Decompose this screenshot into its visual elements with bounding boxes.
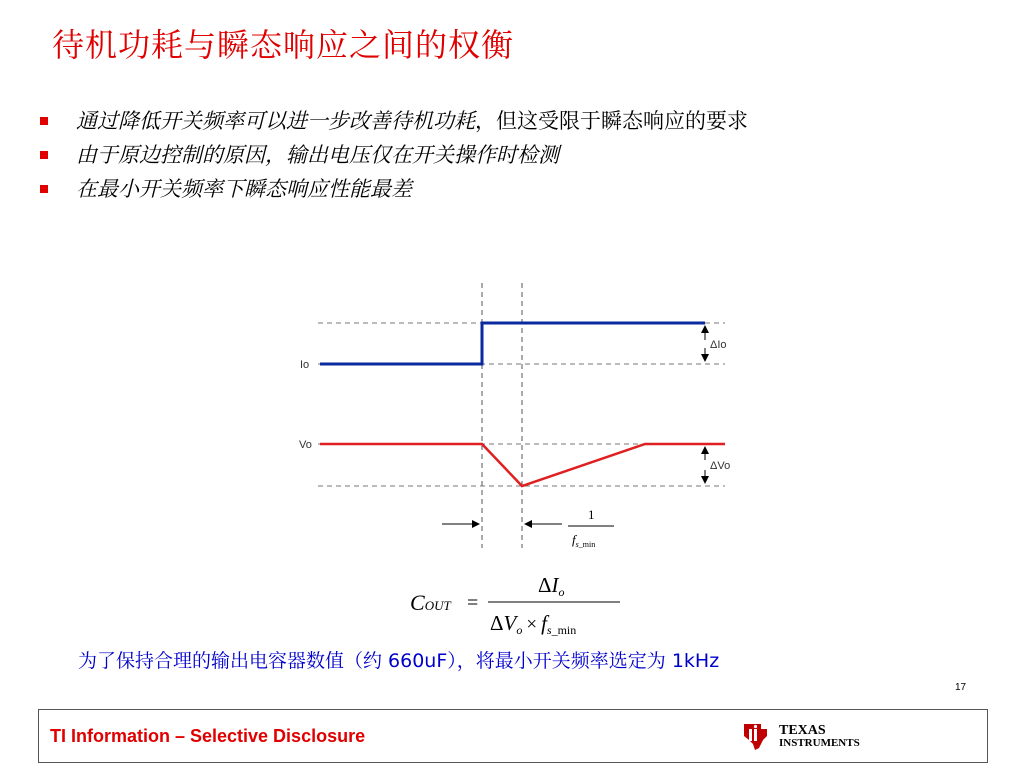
bullet-marker — [40, 185, 48, 193]
ti-logo — [741, 720, 881, 754]
footer-text: TI Information – Selective Disclosure — [50, 726, 366, 746]
slide-title: 待机功耗与瞬态响应之间的权衡 — [52, 26, 515, 64]
den-f-min: _min — [551, 623, 577, 637]
period-numerator: 1 — [588, 507, 595, 522]
den-f: f — [541, 611, 547, 635]
io-waveform — [320, 323, 705, 364]
den-f-sub: s — [546, 623, 552, 637]
bullet-list — [38, 104, 748, 206]
ti-logo-icon — [741, 720, 771, 752]
bullet-item — [38, 172, 748, 206]
den-v-sub: o — [516, 623, 523, 637]
logo-line2: INSTRUMENTS — [779, 737, 860, 749]
formula-c-sub: OUT — [424, 598, 451, 613]
period-denominator — [572, 532, 595, 549]
den-delta: Δ — [490, 611, 504, 635]
den-v: V — [503, 611, 517, 635]
period-sub-min: _min — [578, 540, 596, 549]
num-delta: Δ — [538, 573, 552, 597]
formula-numerator — [538, 573, 565, 599]
bullet-text-italic: 由于原边控制的原因，输出电压仅在开关操作时检测 — [76, 143, 559, 167]
period-f: f — [572, 532, 576, 547]
caption-text: 为了保持合理的输出电容器数值（约 660uF），将最小开关频率选定为 1kHz — [78, 650, 720, 672]
bullet-marker — [40, 151, 48, 159]
bullet-item — [38, 104, 748, 138]
ti-logo-wordmark — [779, 724, 860, 750]
num-i: I — [551, 573, 559, 597]
formula-lhs — [410, 590, 451, 615]
bullet-marker — [40, 117, 48, 125]
formula-c: C — [410, 590, 425, 615]
formula-denominator — [490, 611, 576, 637]
transient-waveform-diagram — [280, 280, 760, 640]
bullet-text-italic: 在最小开关频率下瞬态响应性能最差 — [76, 177, 412, 201]
bullet-text-italic: 通过降低开关频率可以进一步改善待机功耗 — [76, 109, 475, 133]
bullet-text: ，但这受限于瞬态响应的要求 — [475, 109, 748, 133]
page-number: 17 — [955, 682, 967, 693]
delta-vo-label: ΔVo — [710, 460, 731, 472]
vo-label: Vo — [299, 439, 312, 451]
formula-equals: = — [467, 592, 479, 614]
den-times: × — [526, 614, 538, 635]
footer-bar — [38, 709, 988, 763]
logo-line1: TEXAS — [779, 723, 826, 738]
num-sub: o — [558, 585, 565, 599]
delta-io-label: ΔIo — [710, 339, 727, 351]
period-sub-s: s — [575, 540, 579, 549]
io-label: Io — [300, 359, 310, 371]
bullet-item — [38, 138, 748, 172]
